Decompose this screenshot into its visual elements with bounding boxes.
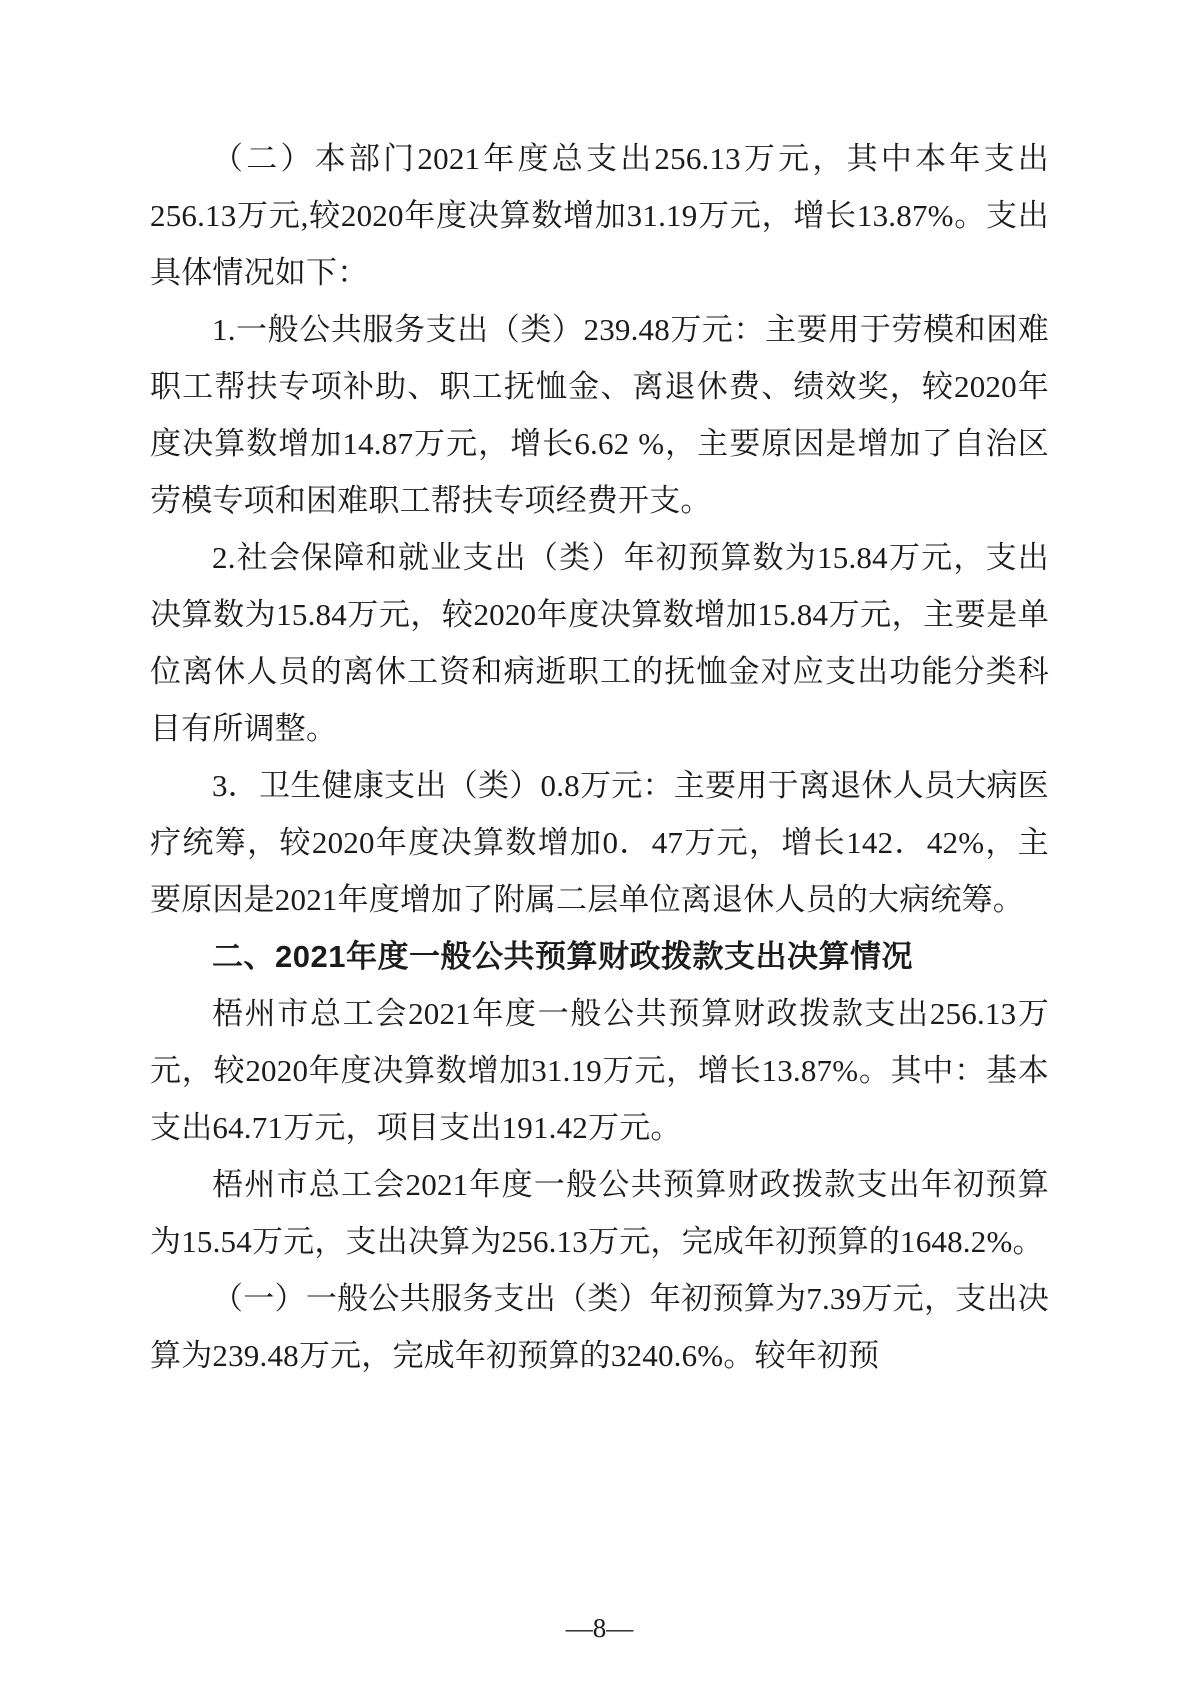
- paragraph-2: 1.一般公共服务支出（类）239.48万元：主要用于劳模和困难职工帮扶专项补助、职工抚恤金、离退休费、绩效奖，较2020年度决算数增加14.87万元，增长6.62 %，主要原因是增加了自治区劳模专项和困难职工帮扶专项经费开支。: [150, 312, 1049, 518]
- document-body: [150, 130, 1049, 1384]
- paragraph-5: 梧州市总工会2021年度一般公共预算财政拨款支出256.13万元，较2020年度决算数增加31.19万元，增长13.87%。其中：基本支出64.71万元，项目支出191.42万元。: [150, 996, 1049, 1145]
- paragraph-7: （一）一般公共服务支出（类）年初预算为7.39万元，支出决算为239.48万元，完成年初预算的3240.6%。较年初预: [150, 1281, 1049, 1373]
- page-footer: [0, 1613, 1199, 1644]
- section-heading-2: 二、2021年度一般公共预算财政拨款支出决算情况: [212, 939, 913, 974]
- page-number: —8—: [565, 1613, 634, 1643]
- paragraph-4: 3．卫生健康支出（类）0.8万元：主要用于离退休人员大病医疗统筹，较2020年度决算数增加0．47万元，增长142．42%，主要原因是2021年度增加了附属二层单位离退休人员的大病统筹。: [150, 768, 1049, 917]
- paragraph-1: （二）本部门2021年度总支出256.13万元，其中本年支出256.13万元,较2020年度决算数增加31.19万元，增长13.87%。支出具体情况如下：: [150, 141, 1049, 290]
- paragraph-3: 2.社会保障和就业支出（类）年初预算数为15.84万元，支出决算数为15.84万元，较2020年度决算数增加15.84万元，主要是单位离休人员的离休工资和病逝职工的抚恤金对应支出功能分类科目有所调整。: [150, 540, 1049, 746]
- paragraph-6: 梧州市总工会2021年度一般公共预算财政拨款支出年初预算为15.54万元，支出决算为256.13万元，完成年初预算的1648.2%。: [150, 1167, 1049, 1259]
